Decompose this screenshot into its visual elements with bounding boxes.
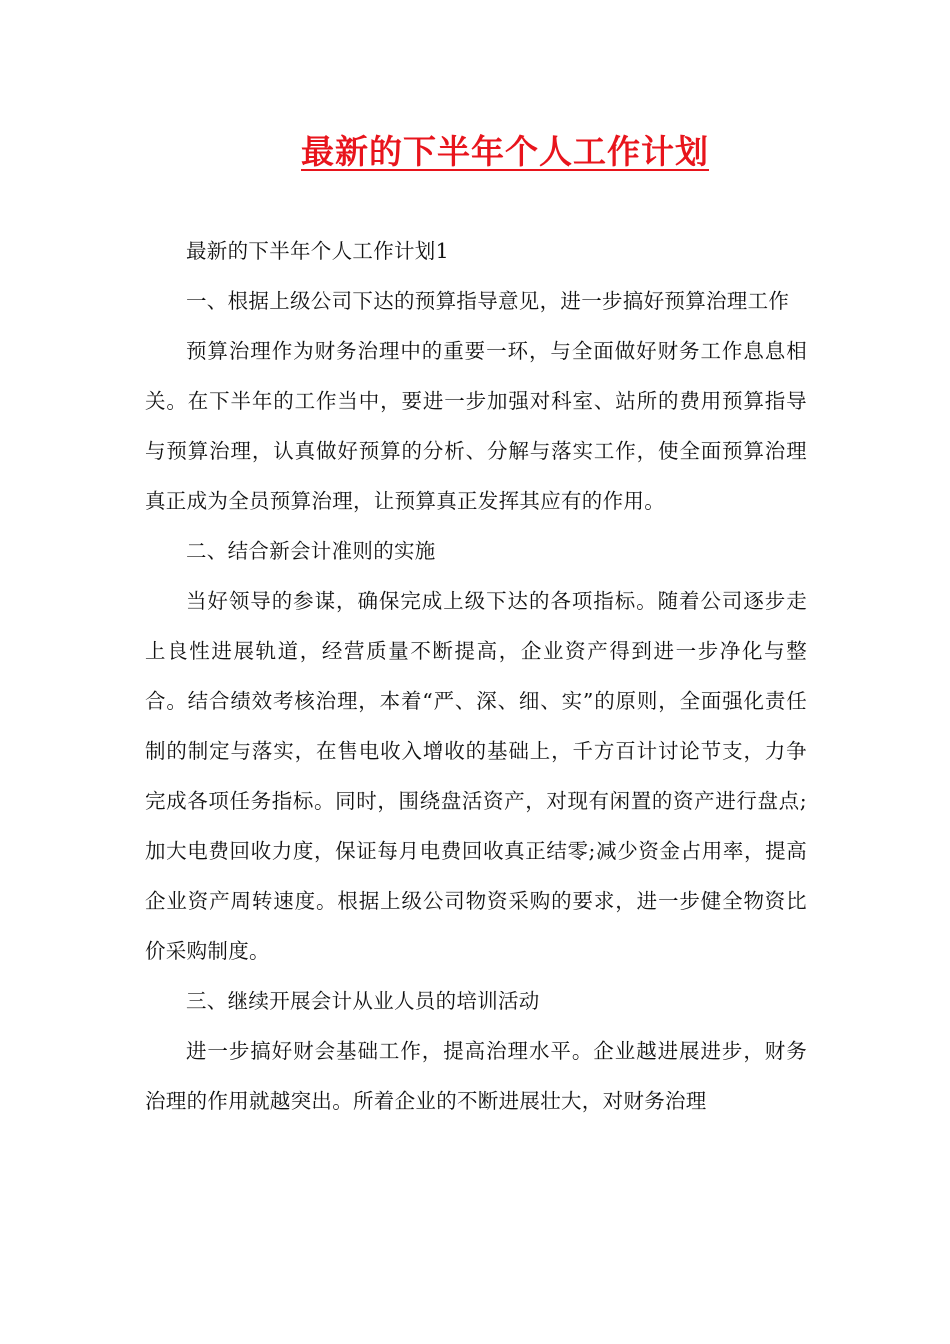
section-heading-1: 一、根据上级公司下达的预算指导意见，进一步搞好预算治理工作: [186, 289, 790, 313]
document-title: [0, 128, 950, 176]
body-paragraph: 当好领导的参谋，确保完成上级下达的各项指标。随着公司逐步走上良性进展轨道，经营质量不断提高，企业资产得到进一步净化与整合。结合绩效考核治理，本着“严、深、细、实”的原则，全面强化责任制的制定与落实，在售电收入增收的基础上，千方百计讨论节支，力争完成各项任务指标。同时，围绕盘活资产，对现有闲置的资产进行盘点;加大电费回收力度，保证每月电费回收真正结零;减少资金占用率，提高企业资产周转速度。根据上级公司物资采购的要求，进一步健全物资比价采购制度。: [145, 589, 807, 963]
body-paragraph: 预算治理作为财务治理中的重要一环，与全面做好财务工作息息相关。在下半年的工作当中，要进一步加强对科室、站所的费用预算指导与预算治理，认真做好预算的分析、分解与落实工作，使全面预算治理真正成为全员预算治理，让预算真正发挥其应有的作用。: [145, 339, 807, 513]
section-heading-2: 二、结合新会计准则的实施: [186, 539, 436, 563]
document-title-text: 最新的下半年个人工作计划: [301, 132, 709, 171]
body-paragraph: 进一步搞好财会基础工作，提高治理水平。企业越进展进步，财务治理的作用就越突出。所着企业的不断进展壮大，对财务治理: [145, 1039, 807, 1113]
document-body: [145, 226, 807, 1126]
section-heading-3: 三、继续开展会计从业人员的培训活动: [186, 989, 540, 1013]
subtitle-paragraph: 最新的下半年个人工作计划1: [186, 239, 449, 263]
